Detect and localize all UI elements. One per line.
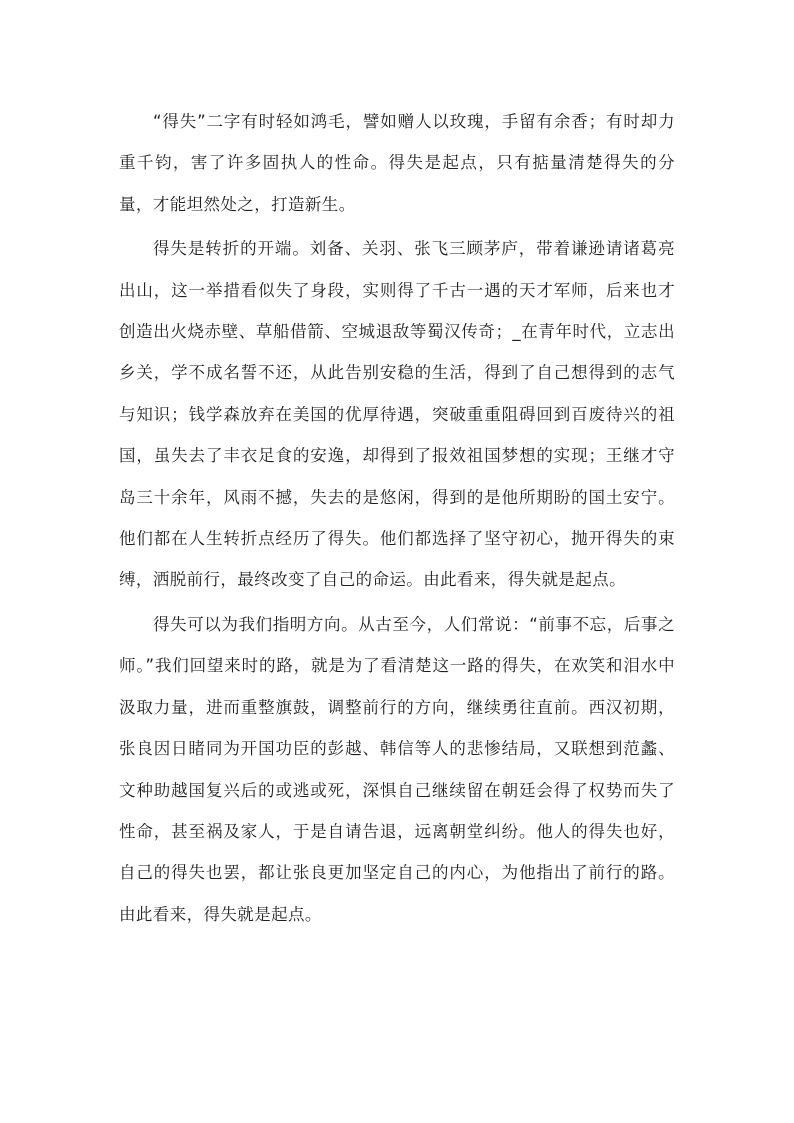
paragraph-intro: “得失”二字有时轻如鸿毛，譬如赠人以玫瑰，手留有余香；有时却力重千钧，害了许多固执人的性命。得失是起点，只有掂量清楚得失的分量，才能坦然处之，打造新生。 [119, 112, 675, 214]
paragraph-turning-point: 得失是转折的开端。刘备、关羽、张飞三顾茅庐，带着谦逊请诸葛亮出山，这一举措看似失了身段，实则得了千古一遇的天才军师，后来也才创造出火烧赤壁、草船借箭、空城退敌等蜀汉传奇；_在青年时代，立志出乡关，学不成名誓不还，从此告别安稳的生活，得到了自己想得到的志气与知识；钱学森放弃在美国的优厚待遇，突破重重阻碍回到百废待兴的祖国，虽失去了丰衣足食的安逸，却得到了报效祖国梦想的实现；王继才守岛三十余年，风雨不撼，失去的是悠闲，得到的是他所期盼的国土安宁。他们都在人生转折点经历了得失。他们都选择了坚守初心，抛开得失的束缚，洒脱前行，最终改变了自己的命运。由此看来，得失就是起点。 [119, 239, 675, 590]
paragraph-direction: 得失可以为我们指明方向。从古至今，人们常说：“前事不忘，后事之师。”我们回望来时的路，就是为了看清楚这一路的得失，在欢笑和泪水中汲取力量，进而重整旗鼓，调整前行的方向，继续勇往直前。西汉初期，张良因日睹同为开国功臣的彭越、韩信等人的悲惨结局，又联想到范蠡、文种助越国复兴后的或逃或死，深惧自己继续留在朝廷会得了权势而失了性命，甚至祸及家人，于是自请告退，远离朝堂纠纷。他人的得失也好，自己的得失也罢，都让张良更加坚定自己的内心，为他指出了前行的路。由此看来，得失就是起点。 [119, 614, 675, 924]
essay-body [119, 101, 675, 938]
